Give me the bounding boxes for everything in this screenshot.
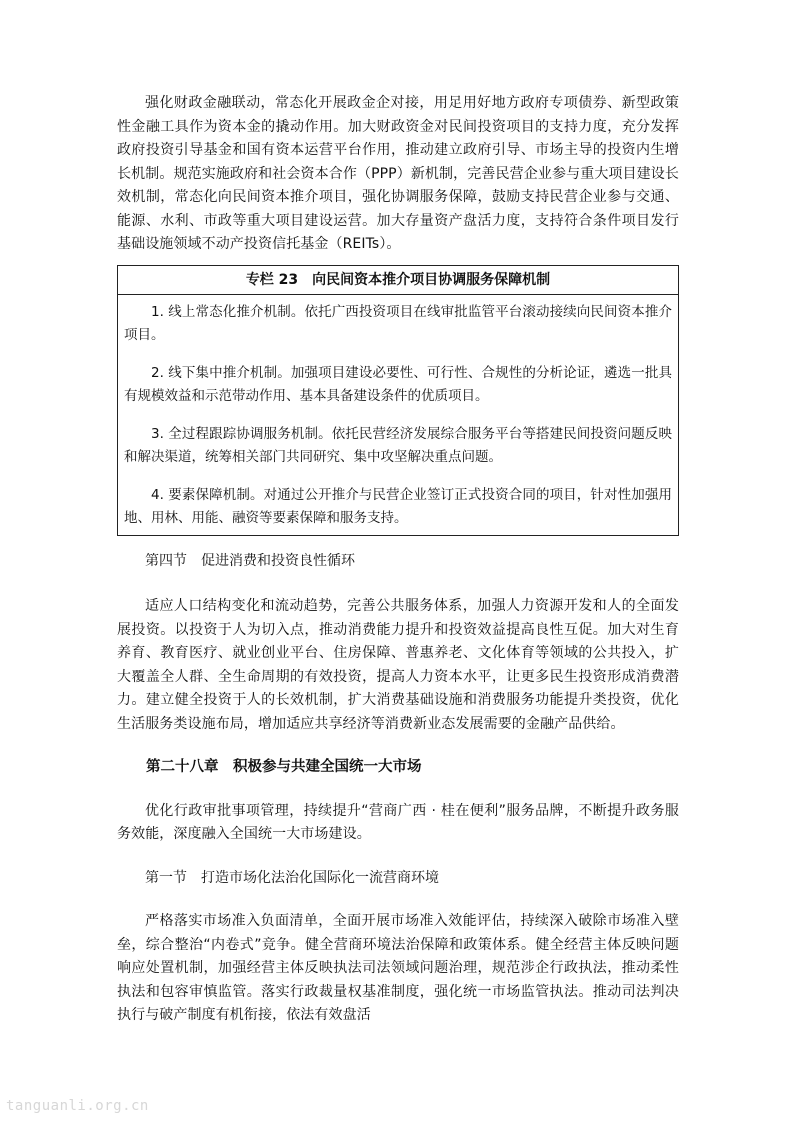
- section-heading-1: 第一节 打造市场化法治化国际化一流营商环境: [145, 869, 439, 886]
- chapter-heading-28: 第二十八章 积极参与共建全国统一大市场: [146, 759, 422, 775]
- column-item-offline: 2. 线下集中推介机制。加强项目建设必要性、可行性、合规性的分析论证，遴选一批具有规模效益和示范带动作用、基本具备建设条件的优质项目。: [124, 364, 672, 404]
- document-page: [117, 92, 679, 1028]
- paragraph-market-access: 严格落实市场准入负面清单，全面开展市场准入效能评估，持续深入破除市场准入壁垒，综合整治“内卷式”竞争。健全营商环境法治保障和政策体系。健全经营主体反映问题响应处置机制，加强经营主体反映执法司法领域问题治理，规范涉企行政执法，推动柔性执法和包容审慎监管。落实行政裁量权基准制度，强化统一市场监管执法。推动司法判决执行与破产制度有机衔接，依法有效盘活: [117, 913, 679, 1023]
- watermark: tanguanli.org.cn: [6, 1098, 149, 1114]
- column-box-body: [118, 295, 678, 535]
- paragraph-admin-approval: 优化行政审批事项管理，持续提升“营商广西 · 桂在便利”服务品牌，不断提升政务服务效能，深度融入全国统一大市场建设。: [117, 802, 679, 842]
- paragraph-fiscal-finance: 强化财政金融联动，常态化开展政金企对接，用足用好地方政府专项债券、新型政策性金融工具作为资本金的撬动作用。加大财政资金对民间投资项目的支持力度，充分发挥政府投资引导基金和国有资本运营平台作用，推动建立政府引导、市场主导的投资内生增长机制。规范实施政府和社会资本合作（PPP）新机制，完善民营企业参与重大项目建设长效机制，常态化向民间资本推介项目，强化协调服务保障，鼓励支持民营企业参与交通、能源、水利、市政等重大项目建设运营。加大存量资产盘活力度，支持符合条件项目发行基础设施领域不动产投资信托基金（REITs）。: [117, 95, 679, 252]
- column-box-title: 专栏 23 向民间资本推介项目协调服务保障机制: [118, 266, 678, 295]
- column-box-23: [117, 265, 679, 536]
- paragraph-consumption-investment: 适应人口结构变化和流动趋势，完善公共服务体系，加强人力资源开发和人的全面发展投资。以投资于人为切入点，推动消费能力提升和投资效益提高良性互促。加大对生育养育、教育医疗、就业创业平台、住房保障、普惠养老、文化体育等领域的公共投入，扩大覆盖全人群、全生命周期的有效投资，提高人力资本水平，让更多民生投资形成消费潜力。建立健全投资于人的长效机制，扩大消费基础设施和消费服务功能提升类投资，优化生活服务类设施布局，增加适应共享经济等消费新业态发展需要的金融产品供给。: [117, 598, 679, 732]
- section-heading-4: 第四节 促进消费和投资良性循环: [145, 552, 355, 569]
- column-item-tracking: 3. 全过程跟踪协调服务机制。依托民营经济发展综合服务平台等搭建民间投资问题反映和解决渠道，统筹相关部门共同研究、集中攻坚解决重点问题。: [124, 425, 672, 465]
- column-item-factor: 4. 要素保障机制。对通过公开推介与民营企业签订正式投资合同的项目，针对性加强用地、用林、用能、融资等要素保障和服务支持。: [124, 486, 672, 526]
- column-item-online: 1. 线上常态化推介机制。依托广西投资项目在线审批监管平台滚动接续向民间资本推介项目。: [124, 303, 672, 343]
